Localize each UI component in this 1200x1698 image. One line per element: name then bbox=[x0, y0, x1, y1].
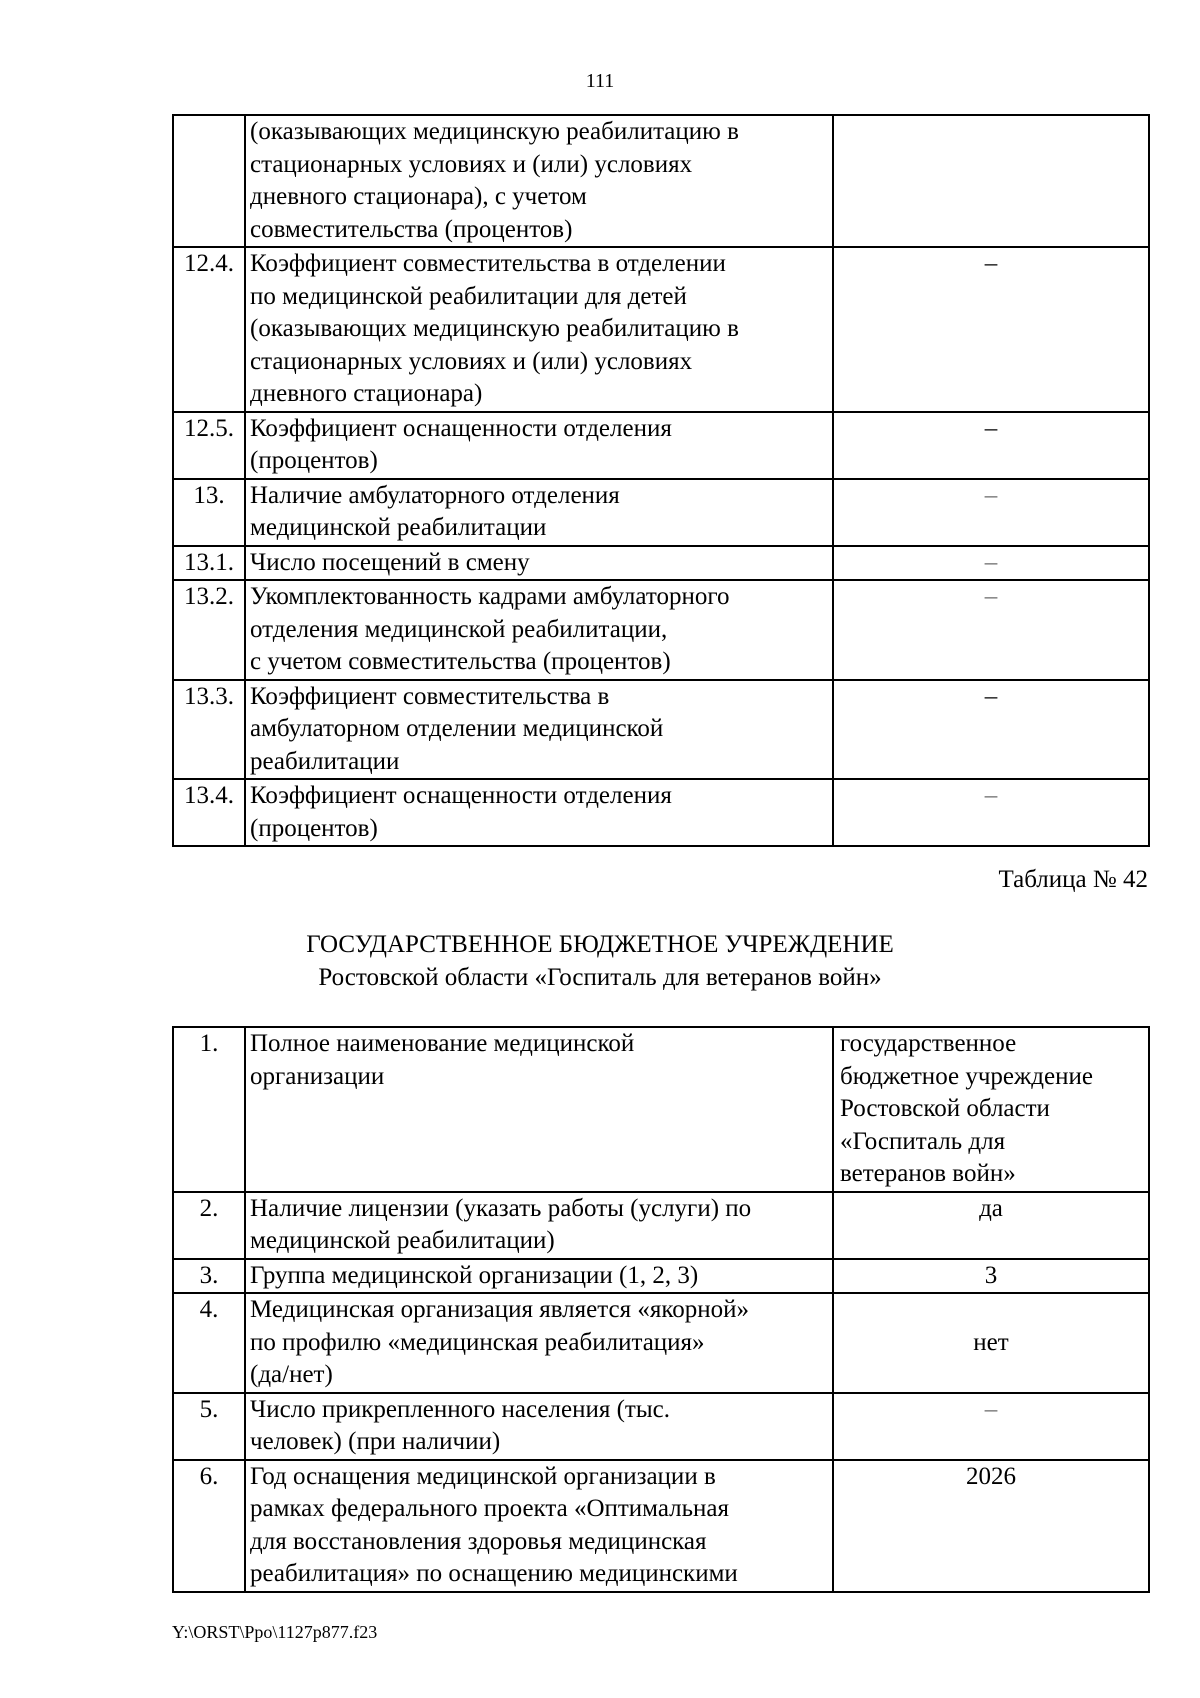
text-line: совместительства (процентов) bbox=[250, 215, 573, 243]
text-line: Укомплектованность кадрами амбулаторного bbox=[250, 583, 730, 610]
text-line: Число посещений в смену bbox=[250, 548, 530, 576]
text-line: амбулаторном отделении медицинской bbox=[250, 715, 664, 742]
table-row bbox=[173, 412, 1149, 479]
table-row bbox=[173, 1027, 1149, 1192]
row-value: да bbox=[833, 1192, 1149, 1259]
text-line: дневного стационара), с учетом bbox=[250, 183, 587, 210]
value-line: «Госпиталь для bbox=[840, 1127, 1006, 1155]
table-row bbox=[173, 1460, 1149, 1592]
row-number: 12.5. bbox=[173, 412, 245, 479]
text-line: (оказывающих медицинскую реабилитацию в bbox=[250, 315, 739, 342]
row-number: 12.4. bbox=[173, 247, 245, 412]
table-row bbox=[173, 1393, 1149, 1460]
text-line: по медицинской реабилитации для детей bbox=[250, 282, 687, 310]
row-description bbox=[245, 1192, 833, 1259]
row-description bbox=[245, 1393, 833, 1460]
text-line: по профилю «медицинская реабилитация» bbox=[250, 1328, 705, 1356]
file-path-footer: Y:\ORST\Ppo\1127p877.f23 bbox=[172, 1622, 378, 1642]
table-row bbox=[173, 115, 1149, 247]
text-line: стационарных условиях и (или) условиях bbox=[250, 347, 693, 375]
row-number: 13. bbox=[173, 479, 245, 546]
row-value: нет bbox=[833, 1293, 1149, 1393]
row-number: 2. bbox=[173, 1192, 245, 1259]
value-line: бюджетное учреждение bbox=[840, 1062, 1093, 1090]
table-number: Таблица № 42 bbox=[998, 866, 1148, 893]
row-number: 3. bbox=[173, 1259, 245, 1294]
row-number: 4. bbox=[173, 1293, 245, 1393]
text-line: рамках федерального проекта «Оптимальная bbox=[250, 1495, 729, 1522]
heading-line-2: Ростовской области «Госпиталь для ветеранов войн» bbox=[318, 964, 882, 991]
row-value: – bbox=[833, 479, 1149, 546]
table-row bbox=[173, 1259, 1149, 1294]
page-number: 111 bbox=[585, 70, 615, 92]
row-number: 1. bbox=[173, 1027, 245, 1192]
text-line: Год оснащения медицинской организации в bbox=[250, 1462, 716, 1490]
text-line: отделения медицинской реабилитации, bbox=[250, 615, 668, 643]
row-description bbox=[245, 1460, 833, 1592]
text-line: Наличие лицензии (указать работы (услуги) по bbox=[250, 1194, 752, 1222]
text-line: (да/нет) bbox=[250, 1361, 333, 1388]
table-row bbox=[173, 479, 1149, 546]
row-value bbox=[833, 115, 1149, 247]
row-description bbox=[245, 580, 833, 680]
table-row bbox=[173, 1192, 1149, 1259]
text-line: (процентов) bbox=[250, 447, 378, 474]
row-number: 13.1. bbox=[173, 546, 245, 581]
text-line: (процентов) bbox=[250, 814, 378, 842]
row-description bbox=[245, 1293, 833, 1393]
row-number: 5. bbox=[173, 1393, 245, 1460]
row-value: 3 bbox=[833, 1259, 1149, 1294]
text-line: Коэффициент совместительства в bbox=[250, 682, 610, 710]
row-description bbox=[245, 546, 833, 581]
row-description bbox=[245, 779, 833, 846]
row-description bbox=[245, 115, 833, 247]
row-value bbox=[833, 1027, 1149, 1192]
table-row bbox=[173, 680, 1149, 780]
text-line: Коэффициент оснащенности отделения bbox=[250, 414, 672, 442]
text-line: медицинской реабилитации bbox=[250, 514, 547, 541]
row-number: 13.4. bbox=[173, 779, 245, 846]
text-line: реабилитации bbox=[250, 747, 400, 775]
text-line: Полное наименование медицинской bbox=[250, 1030, 635, 1057]
table-row bbox=[173, 779, 1149, 846]
text-line: реабилитация» по оснащению медицинскими bbox=[250, 1560, 738, 1587]
row-description bbox=[245, 479, 833, 546]
text-line: Группа медицинской организации (1, 2, 3) bbox=[250, 1261, 699, 1289]
row-value: – bbox=[833, 247, 1149, 412]
row-description bbox=[245, 1027, 833, 1192]
table-row bbox=[173, 546, 1149, 581]
text-line: дневного стационара) bbox=[250, 380, 483, 407]
text-line: стационарных условиях и (или) условиях bbox=[250, 150, 693, 178]
row-value: – bbox=[833, 412, 1149, 479]
row-number: 13.2. bbox=[173, 580, 245, 680]
text-line: Медицинская организация является «якорной» bbox=[250, 1296, 749, 1323]
table-row bbox=[173, 580, 1149, 680]
row-description bbox=[245, 680, 833, 780]
row-description bbox=[245, 412, 833, 479]
row-value: – bbox=[833, 680, 1149, 780]
table-row bbox=[173, 1293, 1149, 1393]
row-description bbox=[245, 1259, 833, 1294]
text-line: Число прикрепленного населения (тыс. bbox=[250, 1395, 670, 1423]
row-number: 6. bbox=[173, 1460, 245, 1592]
organization-heading bbox=[0, 928, 1200, 994]
text-line: с учетом совместительства (процентов) bbox=[250, 648, 671, 675]
text-line: (оказывающих медицинскую реабилитацию в bbox=[250, 118, 739, 145]
text-line: Наличие амбулаторного отделения bbox=[250, 481, 620, 509]
heading-line-1: ГОСУДАРСТВЕННОЕ БЮДЖЕТНОЕ УЧРЕЖДЕНИЕ bbox=[306, 931, 894, 958]
value-line: ветеранов войн» bbox=[840, 1160, 1016, 1187]
value-line: государственное bbox=[840, 1030, 1017, 1057]
table-row bbox=[173, 247, 1149, 412]
row-value: – bbox=[833, 546, 1149, 581]
text-line: для восстановления здоровья медицинская bbox=[250, 1527, 707, 1555]
row-value: – bbox=[833, 580, 1149, 680]
row-number bbox=[173, 115, 245, 247]
row-description bbox=[245, 247, 833, 412]
row-value: – bbox=[833, 1393, 1149, 1460]
text-line: Коэффициент оснащенности отделения bbox=[250, 782, 672, 809]
text-line: человек) (при наличии) bbox=[250, 1428, 501, 1455]
text-line: медицинской реабилитации) bbox=[250, 1227, 555, 1254]
text-line: организации bbox=[250, 1062, 385, 1090]
organization-table bbox=[172, 1026, 1150, 1593]
criteria-table-continued bbox=[172, 114, 1150, 847]
value-line: Ростовской области bbox=[840, 1095, 1050, 1122]
row-number: 13.3. bbox=[173, 680, 245, 780]
row-value: – bbox=[833, 779, 1149, 846]
text-line: Коэффициент совместительства в отделении bbox=[250, 250, 726, 277]
row-value: 2026 bbox=[833, 1460, 1149, 1592]
